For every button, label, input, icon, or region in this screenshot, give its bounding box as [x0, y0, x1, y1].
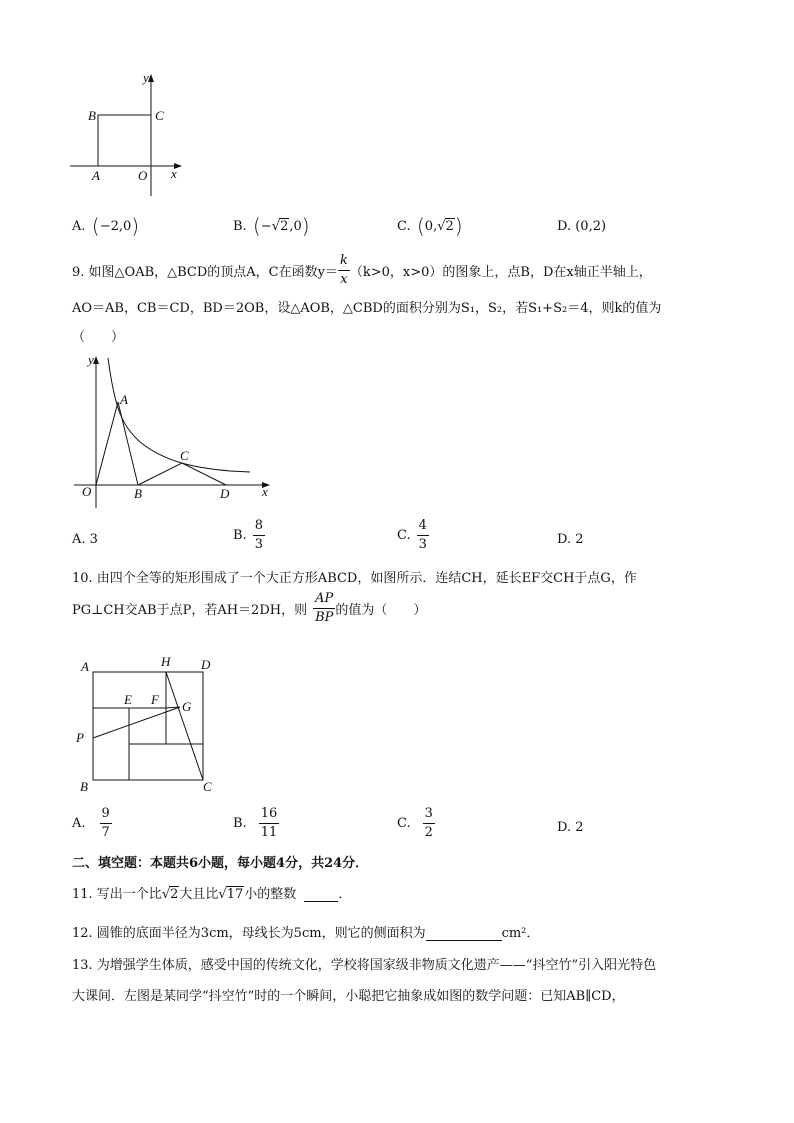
fig9-label-o: O — [82, 484, 92, 499]
q10-line1: 10. 由四个全等的矩形围成了一个大正方形ABCD，如图所示．连结CH，延长EF交CH于点G，作 — [72, 571, 637, 586]
fig10-label-a: A — [81, 659, 89, 674]
fig10-label-h: H — [161, 654, 171, 669]
fig9-label-y: y — [88, 352, 94, 367]
figure-q10 — [72, 652, 232, 797]
q9-line2: AO＝AB，CB＝CD，BD＝2OB，设△AOB，△CBD的面积分别为S₁，S₂，若S₁+S₂＝4，则k的值为 — [72, 301, 662, 316]
q13-line1: 13. 为增强学生体质，感受中国的传统文化，学校将国家级非物质文化遗产——“抖空竹”引入阳光特色 — [72, 958, 657, 973]
fig10-label-d: D — [201, 657, 211, 672]
q8-option-a[interactable]: A. ( −2,0 ) — [72, 214, 140, 238]
fig10-label-f: F — [151, 692, 159, 707]
figure-q8 — [60, 68, 200, 200]
fig9-label-d: D — [220, 486, 230, 501]
fig10-label-g: G — [182, 699, 192, 714]
q9-option-a[interactable]: A. 3 — [72, 532, 98, 547]
fig8-label-b: B — [88, 108, 96, 123]
q8-option-b[interactable]: B. ( − √ 2 ,0 ) — [233, 214, 310, 238]
fig9-label-x: x — [262, 484, 268, 499]
q10-line2: PG⊥CH交AB于点P，若AH＝2DH，则 $\frac{AP}{BP}$ 的值为（ ） — [72, 591, 427, 626]
fig10-label-p: P — [76, 730, 84, 745]
q12-answer-blank[interactable] — [426, 926, 502, 941]
fig9-label-a: A — [120, 392, 128, 407]
q9-line3: （ ） — [72, 330, 125, 345]
q9-option-b[interactable]: B. $\frac{8}{3}$ — [233, 518, 263, 553]
fig8-label-x: x — [171, 166, 177, 181]
q10-option-c[interactable]: C. $\frac{3}{2}$ — [397, 806, 433, 841]
q9-option-d[interactable]: D. 2 — [557, 532, 584, 547]
fig8-label-y: y — [143, 70, 149, 85]
fig10-label-b: B — [80, 779, 88, 794]
fig8-label-o: O — [138, 168, 148, 183]
q10-option-a[interactable]: A. $\frac{9}{7}$ — [72, 806, 110, 841]
q12-line: 12. 圆锥的底面半径为3cm，母线长为5cm，则它的侧面积为 cm²． — [72, 926, 540, 941]
fig8-label-a: A — [92, 168, 100, 183]
fig9-label-b: B — [134, 486, 142, 501]
fig8-label-c: C — [155, 108, 164, 123]
q9-line1: 9. 如图△OAB，△BCD的顶点A，C在函数y＝ $\frac{k}{x}$ （k>0，x>0）的图象上，点B，D在x轴正半轴上， — [72, 253, 652, 288]
q10-option-b[interactable]: B. $\frac{16}{11}$ — [233, 806, 278, 841]
q9-option-c[interactable]: C. $\frac{4}{3}$ — [397, 518, 427, 553]
q8-option-c[interactable]: C. ( 0, √ 2 ) — [397, 214, 463, 238]
section-2-heading: 二、填空题：本题共6小题，每小题4分，共24分． — [72, 856, 369, 871]
fig10-label-e: E — [124, 692, 132, 707]
q11-line: 11. 写出一个比√2大且比√17小的整数 ． — [72, 887, 352, 902]
q10-fraction-ap-over-bp: $\frac{AP}{BP}$ — [315, 591, 334, 626]
q13-line2: 大课间．左图是某同学“抖空竹”时的一个瞬间，小聪把它抽象成如图的数学问题：已知AB∥CD， — [72, 989, 625, 1004]
fig10-label-c: C — [203, 779, 212, 794]
q9-fraction-k-over-x: $\frac{k}{x}$ — [339, 253, 348, 288]
q11-answer-blank[interactable] — [304, 887, 338, 902]
fig9-label-c: C — [180, 448, 189, 463]
figure-q9 — [70, 350, 285, 512]
q10-option-d[interactable]: D. 2 — [557, 820, 584, 835]
q8-option-d[interactable]: D. (0,2) — [557, 219, 607, 234]
